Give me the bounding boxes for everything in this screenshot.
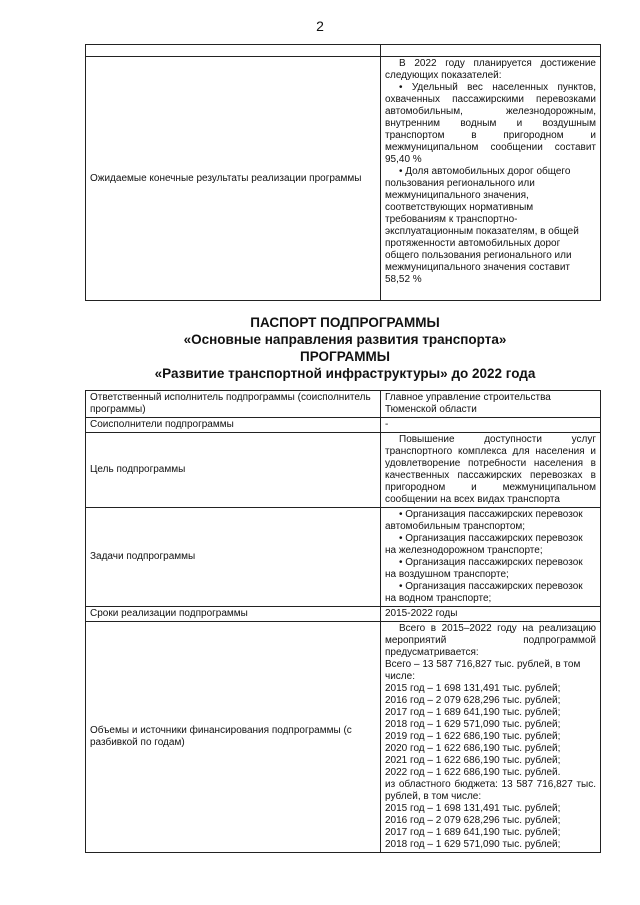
heading-line: ПАСПОРТ ПОДПРОГРАММЫ <box>250 315 440 330</box>
funding-year: 2021 год – 1 622 686,190 тыс. рублей; <box>385 755 561 766</box>
funding-year: 2018 год – 1 629 571,090 тыс. рублей; <box>385 719 561 730</box>
subprogram-passport-table <box>85 390 601 853</box>
heading-line: «Развитие транспортной инфраструктуры» до 2022 года <box>154 366 536 381</box>
empty-cell <box>381 45 601 57</box>
funding-regional-year: 2016 год – 2 079 628,296 тыс. рублей; <box>385 815 561 826</box>
page-number: 2 <box>316 18 324 34</box>
tasks-label: Задачи подпрограммы <box>86 508 381 607</box>
terms-label: Сроки реализации подпрограммы <box>86 607 381 622</box>
coexecutors-value: - <box>381 418 601 433</box>
heading-line: «Основные направления развития транспорта» <box>183 332 507 347</box>
expected-results-item: • Удельный вес населенных пунктов, охваченных пассажирскими перевозками автомобильным, железнодорожным, внутренним водным и воздушным транспортом в пригородном и межмуниципальном сообщении составит 95,40 % <box>385 82 596 165</box>
funding-label: Объемы и источники финансирования подпрограммы (с разбивкой по годам) <box>86 622 381 853</box>
task-item: • Организация пассажирских перевозок на железнодорожном транспорте; <box>385 533 583 556</box>
funding-year: 2016 год – 2 079 628,296 тыс. рублей; <box>385 695 561 706</box>
responsible-value: Главное управление строительства Тюменской области <box>381 391 601 418</box>
expected-results-item: • Доля автомобильных дорог общего пользования регионального или межмуниципального значения, соответствующих нормативным требованиям к транспортно-эксплуатационным показателям, в общей протяженности автомобильных дорог общего пользования регионального или межмуниципального значения составит 58,52 % <box>385 166 579 285</box>
goal-value: Повышение доступности услуг транспортного комплекса для населения и удовлетворение потребности населения в качественных пассажирских перевозках в пригородном и межмуниципальном сообщении на всех видах транспорта <box>381 433 601 508</box>
tasks-value <box>381 508 601 607</box>
funding-year: 2019 год – 1 622 686,190 тыс. рублей; <box>385 731 561 742</box>
table-row <box>86 418 601 433</box>
funding-year: 2022 год – 1 622 686,190 тыс. рублей. <box>385 767 561 778</box>
terms-value: 2015-2022 годы <box>381 607 601 622</box>
funding-intro: Всего в 2015–2022 году на реализацию мероприятий подпрограммой предусматривается: <box>385 623 596 658</box>
table-row <box>86 607 601 622</box>
task-item: • Организация пассажирских перевозок автомобильным транспортом; <box>385 509 583 532</box>
table-row <box>86 45 601 57</box>
heading-line: ПРОГРАММЫ <box>300 349 390 364</box>
expected-results-label: Ожидаемые конечные результаты реализации программы <box>86 57 381 301</box>
responsible-label: Ответственный исполнитель подпрограммы (соисполнитель программы) <box>86 391 381 418</box>
table-row <box>86 622 601 853</box>
coexecutors-label: Соисполнители подпрограммы <box>86 418 381 433</box>
funding-regional: из областного бюджета: 13 587 716,827 тыс. рублей, в том числе: <box>385 779 596 802</box>
expected-results-intro: В 2022 году планируется достижение следующих показателей: <box>385 58 596 81</box>
task-item: • Организация пассажирских перевозок на водном транспорте; <box>385 581 583 604</box>
program-passport-table-continued <box>85 44 601 301</box>
table-row <box>86 391 601 418</box>
subprogram-passport-heading <box>80 314 610 382</box>
funding-year: 2017 год – 1 689 641,190 тыс. рублей; <box>385 707 561 718</box>
funding-regional-year: 2017 год – 1 689 641,190 тыс. рублей; <box>385 827 561 838</box>
funding-total: Всего – 13 587 716,827 тыс. рублей, в том числе: <box>385 659 581 682</box>
task-item: • Организация пассажирских перевозок на воздушном транспорте; <box>385 557 583 580</box>
funding-regional-year: 2018 год – 1 629 571,090 тыс. рублей; <box>385 839 561 850</box>
table-row <box>86 57 601 301</box>
empty-cell <box>86 45 381 57</box>
table-row <box>86 433 601 508</box>
funding-year: 2020 год – 1 622 686,190 тыс. рублей; <box>385 743 561 754</box>
funding-year: 2015 год – 1 698 131,491 тыс. рублей; <box>385 683 561 694</box>
expected-results-value <box>381 57 601 301</box>
funding-value <box>381 622 601 853</box>
goal-label: Цель подпрограммы <box>86 433 381 508</box>
funding-regional-year: 2015 год – 1 698 131,491 тыс. рублей; <box>385 803 561 814</box>
table-row <box>86 508 601 607</box>
